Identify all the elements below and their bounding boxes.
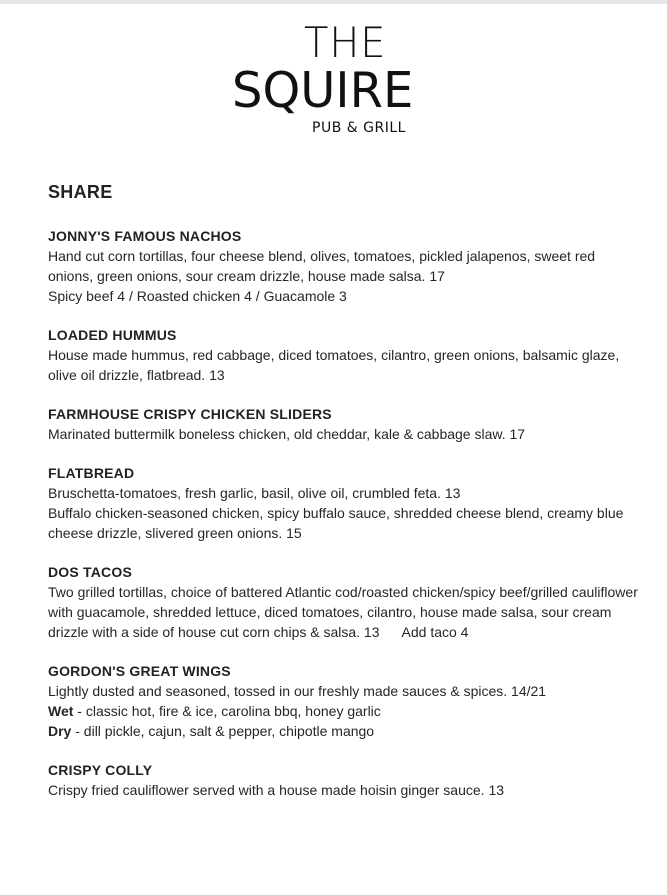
- item-name: GORDON'S GREAT WINGS: [48, 663, 231, 679]
- dry-options: [48, 721, 638, 741]
- item-description: Bruschetta-tomatoes, fresh garlic, basil, olive oil, crumbled feta. 13: [48, 485, 461, 501]
- item-name: JONNY'S FAMOUS NACHOS: [48, 228, 242, 244]
- item-description: Crispy fried cauliflower served with a house made hoisin ginger sauce. 13: [48, 782, 505, 798]
- wet-text: - classic hot, fire & ice, carolina bbq, honey garlic: [73, 703, 381, 719]
- top-edge: [0, 0, 667, 4]
- wet-label: Wet: [48, 703, 74, 719]
- menu-item-wings: [48, 661, 638, 741]
- logo-line-squire: SQUIRE: [232, 62, 414, 119]
- menu-item-sliders: [48, 404, 638, 444]
- item-name: DOS TACOS: [48, 564, 132, 580]
- menu-item-crispy-colly: [48, 760, 638, 800]
- item-description-text: Two grilled tortillas, choice of battered Atlantic cod/roasted chicken/spicy beef/grilled cauliflower with guacamole, shredded lettuce, diced tomatoes, cilantro, house made salsa, sour cream drizzle with a side of house cut corn chips & salsa. 13: [48, 584, 638, 640]
- menu-list: [48, 226, 638, 819]
- item-name: LOADED HUMMUS: [48, 327, 177, 343]
- menu-item-tacos: [48, 562, 638, 642]
- item-description: [48, 582, 638, 642]
- item-extras: Spicy beef 4 / Roasted chicken 4 / Guacamole 3: [48, 288, 347, 304]
- item-description: Buffalo chicken-seasoned chicken, spicy buffalo sauce, shredded cheese blend, creamy blue cheese drizzle, slivered green onions. 15: [48, 505, 624, 541]
- restaurant-logo: [228, 20, 428, 142]
- item-addon: Add taco 4: [401, 624, 469, 640]
- item-description: House made hummus, red cabbage, diced tomatoes, cilantro, green onions, balsamic glaze, olive oil drizzle, flatbread. 13: [48, 347, 620, 383]
- menu-item-hummus: [48, 325, 638, 385]
- item-description: Lightly dusted and seasoned, tossed in our freshly made sauces & spices. 14/21: [48, 683, 547, 699]
- logo-line-the: THE: [304, 18, 387, 67]
- item-description: Marinated buttermilk boneless chicken, old cheddar, kale & cabbage slaw. 17: [48, 426, 526, 442]
- item-description: Hand cut corn tortillas, four cheese blend, olives, tomatoes, pickled jalapenos, sweet red onions, green onions, sour cream drizzle, house made salsa. 17: [48, 248, 596, 284]
- item-name: FLATBREAD: [48, 465, 135, 481]
- section-title: SHARE: [48, 182, 113, 202]
- dry-text: - dill pickle, cajun, salt & pepper, chipotle mango: [71, 723, 375, 739]
- logo-line-pub-grill: PUB & GRILL: [312, 120, 406, 136]
- menu-item-nachos: [48, 226, 638, 306]
- item-name: FARMHOUSE CRISPY CHICKEN SLIDERS: [48, 406, 332, 422]
- wet-options: [48, 701, 638, 721]
- dry-label: Dry: [48, 723, 72, 739]
- item-name: CRISPY COLLY: [48, 762, 153, 778]
- menu-item-flatbread: [48, 463, 638, 543]
